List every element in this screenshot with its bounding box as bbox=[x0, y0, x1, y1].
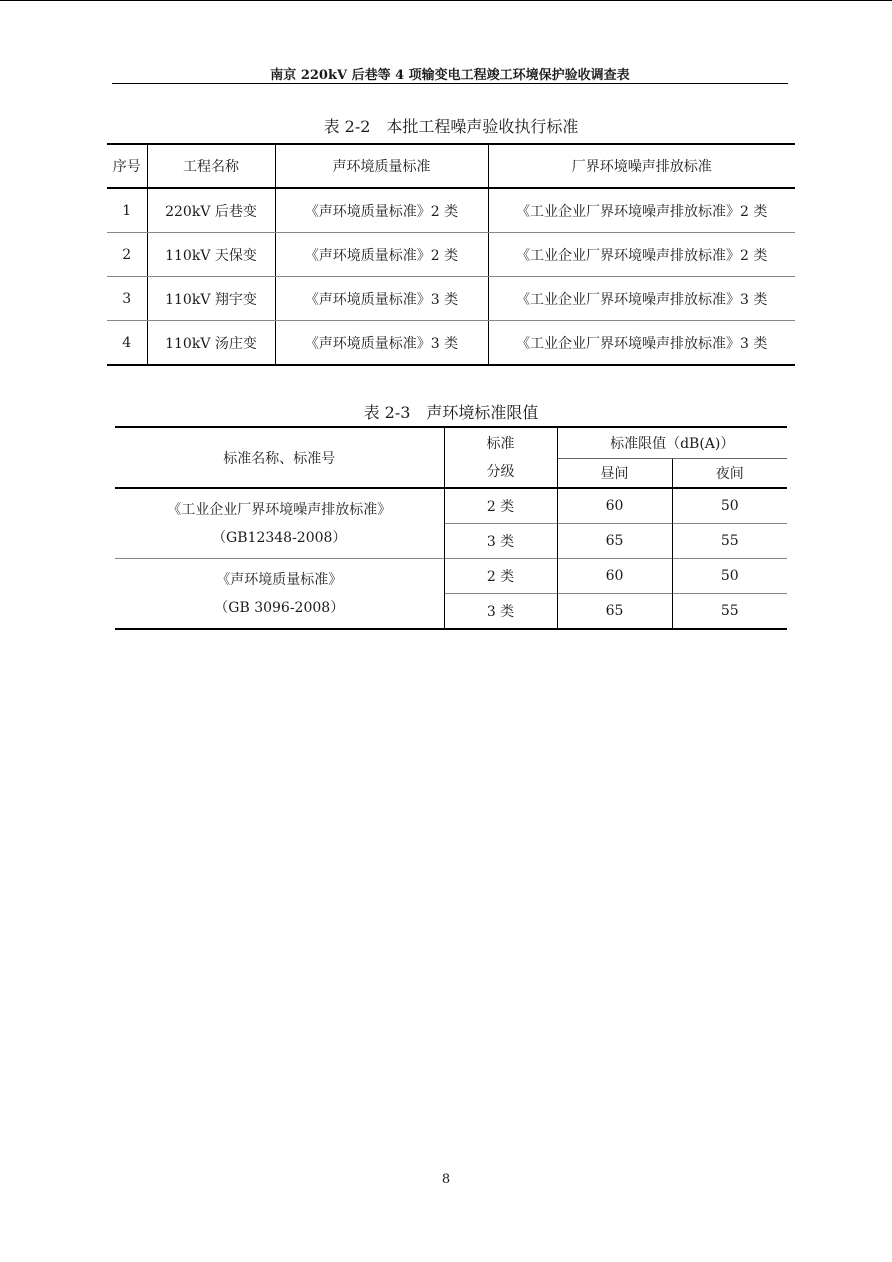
header-grade-line2: 分级 bbox=[486, 463, 515, 480]
cell-day-limit: 60 bbox=[557, 488, 672, 524]
header-limit-value: 标准限值（dB(A)） bbox=[557, 427, 787, 459]
header-rule bbox=[112, 83, 788, 84]
cell-index: 4 bbox=[122, 334, 132, 351]
cell-boundary-standard: 《工业企业厂界环境噪声排放标准》3 类 bbox=[488, 321, 795, 366]
table-row bbox=[115, 559, 787, 594]
standard-code: （GB 3096-2008） bbox=[214, 599, 345, 616]
standard-name-cell bbox=[115, 559, 444, 630]
page-number: 8 bbox=[441, 1172, 451, 1187]
standard-name-cell bbox=[115, 488, 444, 559]
cell-boundary-standard: 《工业企业厂界环境噪声排放标准》3 类 bbox=[488, 277, 795, 321]
header-nighttime: 夜间 bbox=[672, 459, 787, 489]
cell-day-limit: 65 bbox=[557, 594, 672, 630]
header-index: 序号 bbox=[107, 144, 147, 188]
cell-project-name: 110kV 汤庄变 bbox=[147, 321, 275, 366]
cell-quality-standard: 《声环境质量标准》3 类 bbox=[275, 277, 488, 321]
cell-index: 1 bbox=[107, 188, 147, 233]
cell-index: 3 bbox=[107, 277, 147, 321]
cell-quality-standard: 《声环境质量标准》3 类 bbox=[275, 321, 488, 366]
cell-quality-standard: 《声环境质量标准》2 类 bbox=[275, 188, 488, 233]
cell-day-limit: 60 bbox=[557, 559, 672, 594]
header-standard-name: 标准名称、标准号 bbox=[115, 427, 444, 488]
table-row bbox=[115, 488, 787, 524]
cell-index: 2 bbox=[107, 233, 147, 277]
header-daytime: 昼间 bbox=[557, 459, 672, 489]
cell-grade: 3 类 bbox=[444, 524, 557, 559]
cell-night-limit: 50 bbox=[672, 559, 787, 594]
header-project-name: 工程名称 bbox=[147, 144, 275, 188]
cell-grade: 2 类 bbox=[444, 559, 557, 594]
running-header: 南京 220kV 后巷等 4 项输变电工程竣工环境保护验收调查表 bbox=[270, 68, 630, 83]
noise-limit-values-table bbox=[115, 426, 787, 630]
cell-project-name: 110kV 天保变 bbox=[147, 233, 275, 277]
cell-night-limit: 55 bbox=[672, 594, 787, 630]
table-2-2-caption: 表 2-2 本批工程噪声验收执行标准 bbox=[323, 117, 579, 136]
standard-name: 《声环境质量标准》 bbox=[216, 571, 343, 588]
top-border-line bbox=[0, 0, 892, 1]
noise-acceptance-standards-table bbox=[107, 143, 795, 366]
cell-quality-standard: 《声环境质量标准》2 类 bbox=[275, 233, 488, 277]
standard-name: 《工业企业厂界环境噪声排放标准》 bbox=[167, 501, 392, 518]
cell-grade: 3 类 bbox=[444, 594, 557, 630]
header-standard-grade bbox=[444, 427, 557, 488]
standard-code: （GB12348-2008） bbox=[212, 529, 347, 546]
table-row bbox=[107, 188, 795, 233]
table-2-3-caption: 表 2-3 声环境标准限值 bbox=[363, 403, 539, 422]
table-row bbox=[107, 277, 795, 321]
table-row bbox=[107, 233, 795, 277]
cell-project-name: 220kV 后巷变 bbox=[147, 188, 275, 233]
header-boundary-noise-standard: 厂界环境噪声排放标准 bbox=[488, 144, 795, 188]
cell-grade: 2 类 bbox=[444, 488, 557, 524]
cell-project-name: 110kV 翔宇变 bbox=[147, 277, 275, 321]
table-row bbox=[107, 321, 795, 366]
cell-day-limit: 65 bbox=[557, 524, 672, 559]
header-grade-line1: 标准 bbox=[486, 435, 515, 452]
cell-night-limit: 50 bbox=[672, 488, 787, 524]
cell-boundary-standard: 《工业企业厂界环境噪声排放标准》2 类 bbox=[488, 188, 795, 233]
header-acoustic-quality-standard: 声环境质量标准 bbox=[275, 144, 488, 188]
cell-night-limit: 55 bbox=[672, 524, 787, 559]
cell-boundary-standard: 《工业企业厂界环境噪声排放标准》2 类 bbox=[488, 233, 795, 277]
